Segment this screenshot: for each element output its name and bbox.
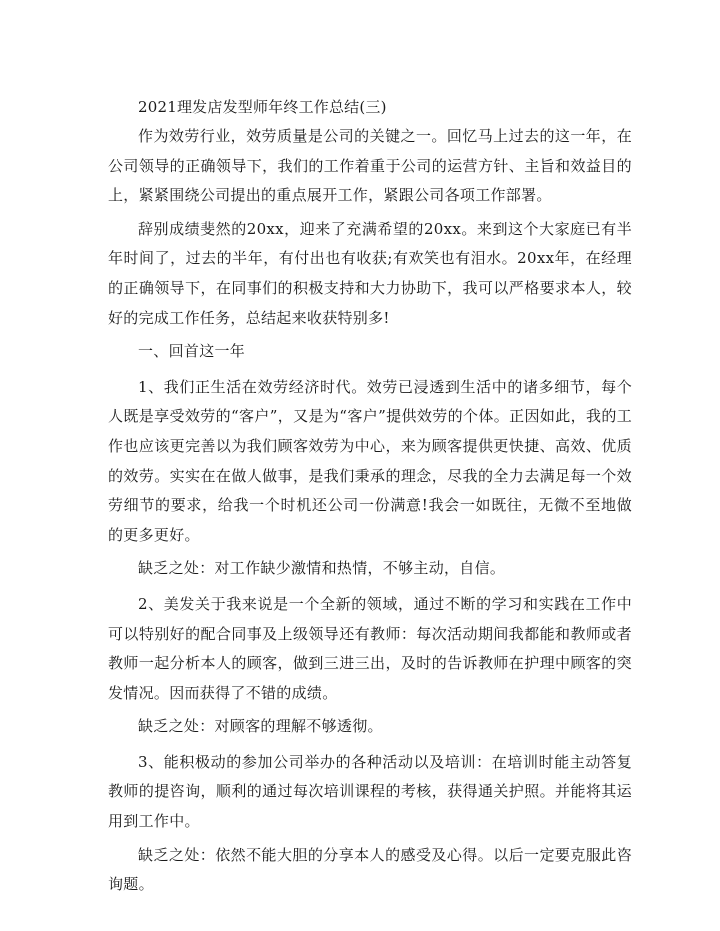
paragraph-item-2: 2、美发关于我来说是一个全新的领域，通过不断的学习和实践在工作中可以特别好的配合同事及上级领导还有教师：每次活动期间我都能和教师或者教师一起分析本人的顾客，做到三进三出，及时的告诉教师在护理中顾客的突发情况。因而获得了不错的成绩。: [108, 594, 632, 702]
paragraph-shortcoming-2: 缺乏之处：对顾客的理解不够透彻。: [138, 717, 383, 736]
section-heading: 一、回首这一年: [138, 342, 246, 361]
document-page: [108, 96, 632, 904]
paragraph-shortcoming-3: 缺乏之处：依然不能大胆的分享本人的感受及心得。以后一定要克服此咨询题。: [108, 845, 632, 894]
document-title: 2021理发店发型师年终工作总结(三): [138, 98, 387, 116]
paragraph-review: 辞别成绩斐然的20xx，迎来了充满希望的20xx。来到这个大家庭已有半年时间了，过去的半年，有付出也有收获;有欢笑也有泪水。20xx年，在经理的正确领导下，在同事们的积极支持和大力协助下，我可以严格要求本人，较好的完成工作任务，总结起来收获特别多!: [108, 219, 632, 327]
paragraph-shortcoming-1: 缺乏之处：对工作缺少激情和热情，不够主动，自信。: [138, 559, 506, 578]
paragraph-item-1: 1、我们正生活在效劳经济时代。效劳已浸透到生活中的诸多细节，每个人既是享受效劳的“客户”，又是为“客户”提供效劳的个体。正因如此，我的工作也应该更完善以为我们顾客效劳为中心，来为顾客提供更快捷、高效、优质的效劳。实实在在做人做事，是我们秉承的理念，尽我的全力去满足每一个效劳细节的要求，给我一个时机还公司一份满意!我会一如既往，无微不至地做的更多更好。: [108, 377, 632, 544]
paragraph-intro: 作为效劳行业，效劳质量是公司的关键之一。回忆马上过去的这一年，在公司领导的正确领导下，我们的工作着重于公司的运营方针、主旨和效益目的上，紧紧围绕公司提出的重点展开工作，紧跟公司各项工作部署。: [108, 127, 632, 205]
paragraph-item-3: 3、能积极动的参加公司举办的各种活动以及培训：在培训时能主动答复教师的提咨询，顺利的通过每次培训课程的考核，获得通关护照。并能将其运用到工作中。: [108, 752, 632, 831]
